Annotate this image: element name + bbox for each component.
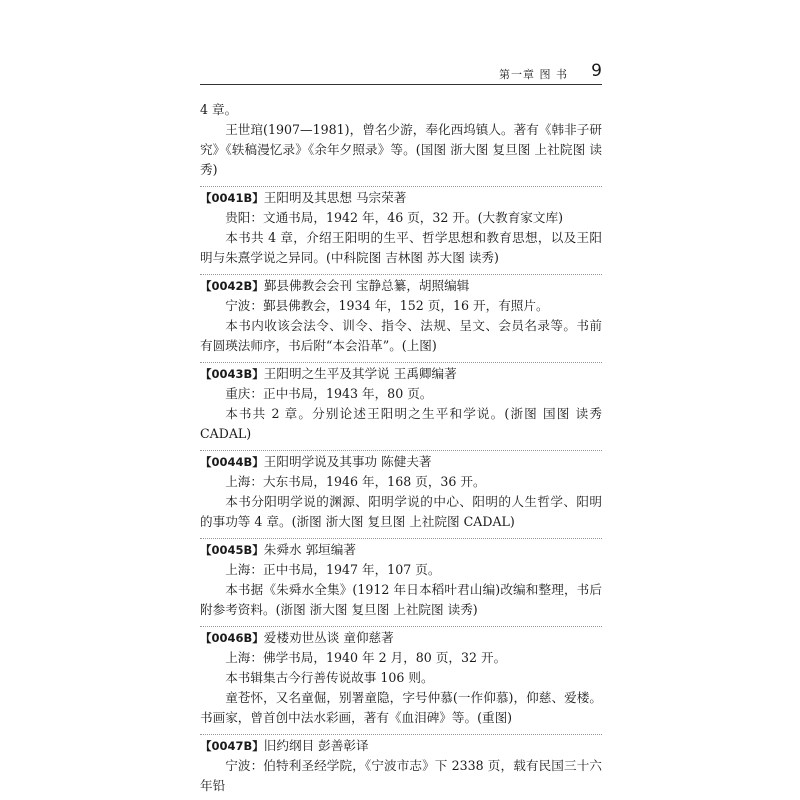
entry-code: 【0043B】 (200, 367, 264, 381)
entry-heading (200, 540, 602, 560)
entry-paragraph: 本书内收该会法令、训令、指令、法规、呈文、会员名录等。书前有圆瑛法师序，书后附“本会沿革”。(上图) (200, 318, 602, 353)
entry-title: 王阳明及其思想 马宗荣著 (263, 190, 407, 205)
entry-paragraph: 本书共 2 章。分别论述王阳明之生平和学说。(浙图 国图 读秀 CADAL) (200, 406, 602, 441)
entry-title: 爱楼劝世丛谈 童仰慈著 (263, 630, 394, 645)
catalog-entry (200, 450, 602, 532)
page-body (200, 100, 602, 796)
entry-paragraph: 上海：大东书局，1946 年，168 页，36 开。 (225, 474, 486, 489)
running-header (200, 62, 602, 85)
entry-paragraph: 上海：佛学书局，1940 年 2 月，80 页，32 开。 (225, 650, 507, 665)
entry-paragraph: 本书分阳明学说的渊源、阳明学说的中心、阳明的人生哲学、阳明的事功等 4 章。(浙图 浙大图 复旦图 上社院图 CADAL) (200, 494, 602, 529)
entry-paragraph: 宁波：鄞县佛教会，1934 年，152 页，16 开，有照片。 (225, 298, 549, 313)
entry-title: 鄞县佛教会会刊 宝静总纂，胡照编辑 (263, 278, 470, 293)
entry-heading (200, 736, 602, 756)
entry-code: 【0046B】 (200, 631, 264, 645)
entry-code: 【0041B】 (200, 191, 264, 205)
entry-code: 【0042B】 (200, 279, 264, 293)
entry-title: 朱舜水 郭垣编著 (263, 542, 356, 557)
entry-code: 【0044B】 (200, 455, 264, 469)
catalog-entry (200, 274, 602, 356)
entry-paragraph: 本书辑集古今行善传说故事 106 则。 (225, 670, 434, 685)
entry-paragraph: 贵阳：文通书局，1942 年，46 页，32 开。(大教育家文库) (225, 210, 563, 225)
entry-paragraph: 上海：正中书局，1947 年，107 页。 (225, 562, 441, 577)
entry-title: 王阳明之生平及其学说 王禹卿编著 (263, 366, 457, 381)
continued-paragraph: 4 章。 (200, 102, 238, 117)
entry-title: 王阳明学说及其事功 陈健夫著 (263, 454, 432, 469)
entry-paragraph: 重庆：正中书局，1943 年，80 页。 (225, 386, 433, 401)
entry-code: 【0047B】 (200, 739, 264, 753)
entry-heading (200, 452, 602, 472)
catalog-entry (200, 362, 602, 444)
catalog-entry (200, 626, 602, 728)
entry-code: 【0045B】 (200, 543, 264, 557)
entry-title: 旧约纲目 彭善彰译 (263, 738, 369, 753)
continued-paragraph: 王世琯(1907—1981)，曾名少游，奉化西坞镇人。著有《韩非子研究》《轶稿漫忆录》《余年夕照录》等。(国图 浙大图 复旦图 上社院图 读秀) (200, 122, 602, 177)
page-number: 9 (591, 61, 602, 81)
entry-paragraph: 童苍怀，又名童倔，别署童隐，字号仲慕(一作仰慕)，仰慈、爱楼。书画家，曾首创中法水彩画，著有《血泪碑》等。(重图) (200, 690, 602, 725)
entry-heading (200, 276, 602, 296)
entry-paragraph: 宁波：伯特利圣经学院，《宁波市志》下 2338 页，载有民国三十六年铅 (200, 758, 602, 793)
entry-paragraph: 本书据《朱舜水全集》(1912 年日本稻叶君山编)改编和整理，书后附参考资料。(浙图 浙大图 复旦图 上社院图 读秀) (200, 582, 602, 617)
entry-heading (200, 628, 602, 648)
entry-heading (200, 364, 602, 384)
catalog-entry (200, 734, 602, 796)
catalog-entry (200, 538, 602, 620)
entry-heading (200, 188, 602, 208)
chapter-title: 第一章 图 书 (499, 68, 568, 81)
entry-paragraph: 本书共 4 章，介绍王阳明的生平、哲学思想和教育思想，以及王阳明与朱熹学说之异同。(中科院图 吉林图 苏大图 读秀) (200, 230, 602, 265)
catalog-entry (200, 186, 602, 268)
